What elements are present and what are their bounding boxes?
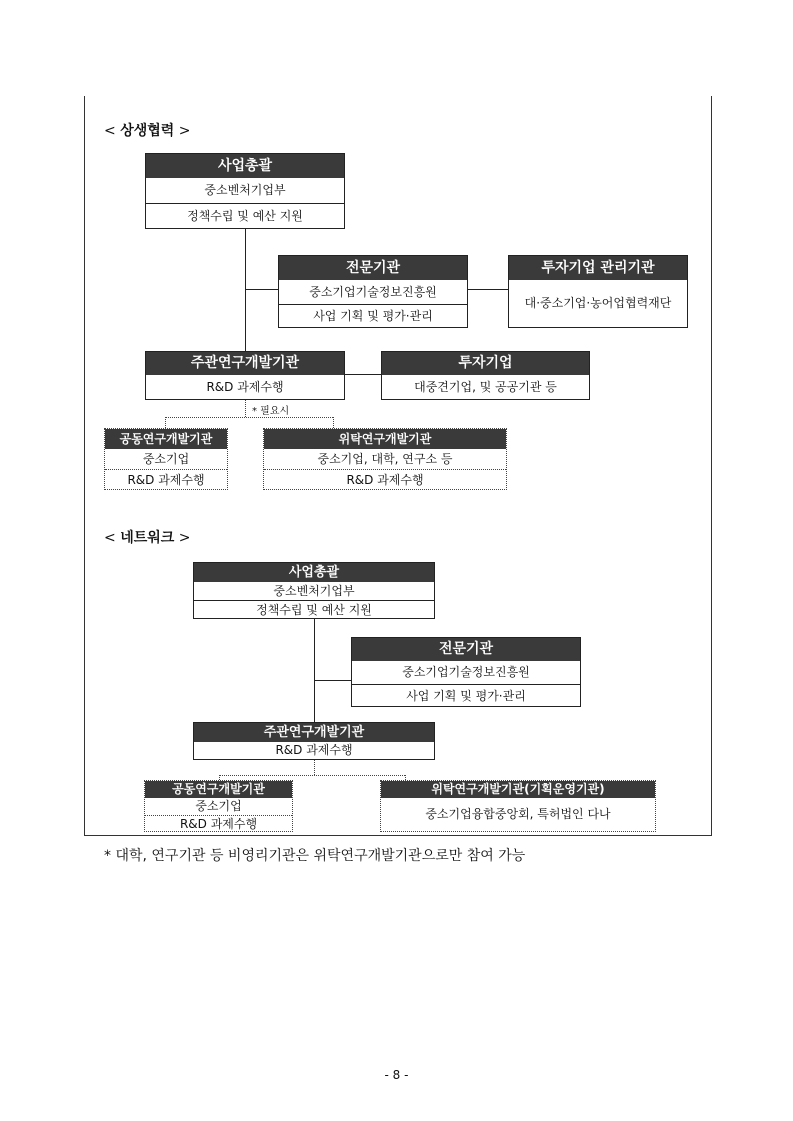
box-row: 중소벤처기업부 bbox=[273, 584, 355, 598]
box-row: 정책수립 및 예산 지원 bbox=[146, 203, 344, 228]
org-box-joint-rnd bbox=[144, 780, 293, 832]
box-row: 중소기업 bbox=[195, 799, 242, 813]
box-title: 공동연구개발기관 bbox=[105, 429, 227, 449]
box-title: 투자기업 bbox=[382, 352, 589, 375]
note-if-needed: * 필요시 bbox=[252, 406, 290, 417]
org-box-specialized-agency bbox=[278, 255, 468, 328]
box-row: 사업 기획 및 평가·관리 bbox=[279, 304, 467, 327]
box-title: 공동연구개발기관 bbox=[145, 781, 292, 798]
box-row: 대중견기업, 및 공공기관 등 bbox=[414, 380, 557, 394]
box-title: 위탁연구개발기관 bbox=[264, 429, 506, 449]
dotted-connector bbox=[245, 400, 246, 417]
org-box-consigned-rnd bbox=[263, 428, 507, 490]
org-box-program-lead bbox=[193, 562, 435, 619]
box-title: 투자기업 관리기관 bbox=[509, 256, 687, 280]
page-number: - 8 - bbox=[384, 1068, 409, 1082]
org-box-investor-management bbox=[508, 255, 688, 328]
box-title: 사업총괄 bbox=[194, 563, 434, 582]
section-title-cooperation: < 상생협력 > bbox=[104, 123, 191, 139]
box-title: 전문기관 bbox=[279, 256, 467, 280]
org-box-lead-rnd bbox=[145, 351, 345, 400]
box-title: 위탁연구개발기관(기획운영기관) bbox=[381, 781, 655, 798]
box-row: R&D 과제수행 bbox=[206, 380, 284, 394]
connector-line bbox=[345, 374, 381, 375]
box-row: R&D 과제수행 bbox=[145, 815, 292, 831]
box-title: 전문기관 bbox=[352, 638, 580, 661]
box-title: 주관연구개발기관 bbox=[194, 723, 434, 742]
box-row: R&D 과제수행 bbox=[264, 469, 506, 489]
org-box-program-lead bbox=[145, 153, 345, 229]
box-row: R&D 과제수행 bbox=[105, 469, 227, 489]
connector-line bbox=[314, 680, 351, 681]
dotted-connector bbox=[165, 417, 166, 428]
box-row: R&D 과제수행 bbox=[275, 743, 353, 757]
box-title: 사업총괄 bbox=[146, 154, 344, 178]
org-box-investor bbox=[381, 351, 590, 400]
box-row: 중소기업기술정보진흥원 bbox=[402, 665, 530, 679]
box-row: 중소기업기술정보진흥원 bbox=[309, 285, 437, 299]
connector-line bbox=[245, 228, 246, 352]
box-title: 주관연구개발기관 bbox=[146, 352, 344, 375]
frame-right-border bbox=[711, 96, 712, 836]
box-row: 대·중소기업·농어업협력재단 bbox=[524, 296, 672, 310]
org-box-specialized-agency bbox=[351, 637, 581, 707]
dotted-connector bbox=[165, 417, 333, 418]
box-row: 중소기업융합중앙회, 특허법인 다나 bbox=[425, 807, 611, 821]
connector-line bbox=[468, 289, 508, 290]
dotted-connector bbox=[333, 417, 334, 428]
dotted-connector bbox=[314, 759, 315, 775]
frame-left-border bbox=[84, 96, 85, 836]
box-row: 중소기업, 대학, 연구소 등 bbox=[317, 452, 453, 466]
box-row: 중소기업 bbox=[142, 452, 190, 466]
box-row: 중소벤처기업부 bbox=[204, 183, 286, 197]
frame-bottom-border bbox=[84, 835, 712, 836]
footnote: * 대학, 연구기관 등 비영리기관은 위탁연구개발기관으로만 참여 가능 bbox=[104, 848, 526, 864]
box-row: 정책수립 및 예산 지원 bbox=[194, 600, 434, 618]
org-box-joint-rnd bbox=[104, 428, 228, 490]
box-row: 사업 기획 및 평가·관리 bbox=[352, 684, 580, 706]
connector-line bbox=[314, 618, 315, 723]
org-box-consigned-rnd bbox=[380, 780, 656, 832]
connector-line bbox=[245, 289, 278, 290]
dotted-connector bbox=[219, 775, 405, 776]
section-title-network: < 네트워크 > bbox=[104, 530, 191, 546]
org-box-lead-rnd bbox=[193, 722, 435, 760]
